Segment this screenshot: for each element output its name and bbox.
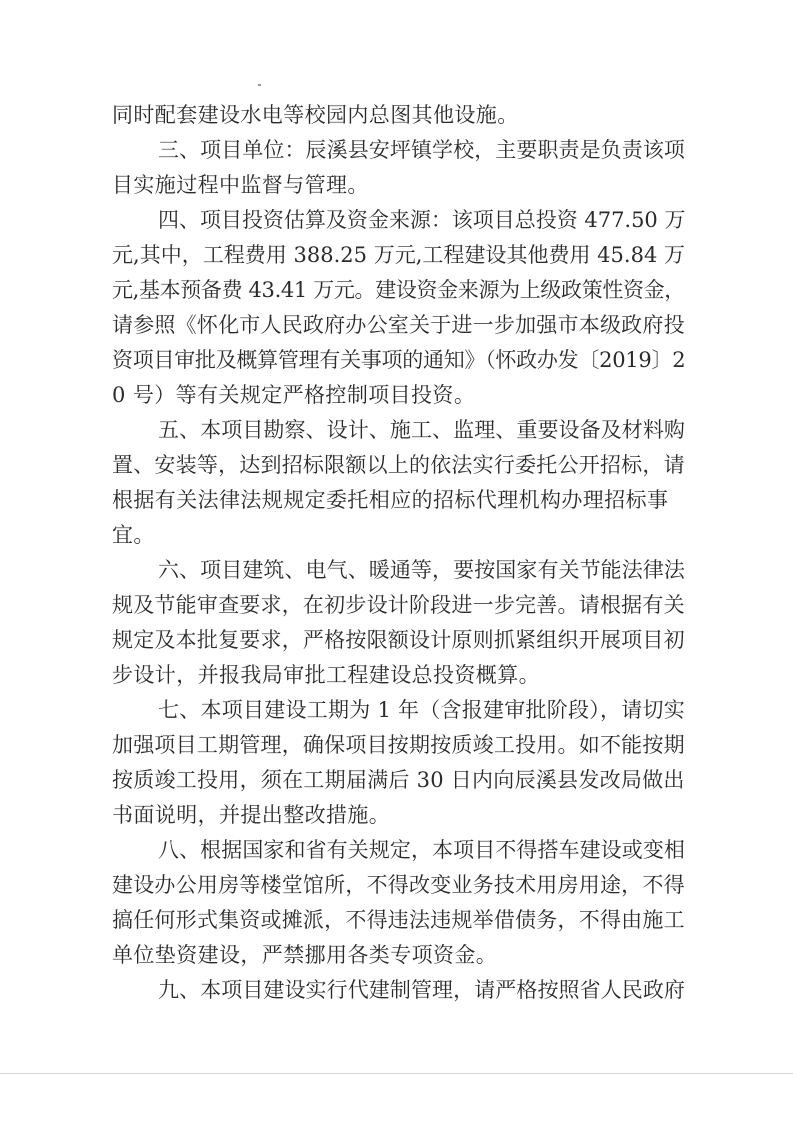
paragraph-line: 书面说明，并提出整改措施。 — [112, 803, 391, 827]
paragraph-line: 根据有关法律法规规定委托相应的招标代理机构办理招标事 — [112, 488, 669, 512]
page-bottom-rule — [0, 1073, 793, 1074]
paragraph-line: 四、项目投资估算及资金来源：该项目总投资 477.50 万 — [158, 208, 686, 232]
paragraph-line: 置、安装等，达到招标限额以上的依法实行委托公开招标，请 — [112, 453, 685, 477]
paragraph-line: 五、本项目勘察、设计、施工、监理、重要设备及材料购 — [158, 418, 685, 442]
paragraph-line: 八、根据国家和省有关规定，本项目不得搭车建设或变相 — [158, 838, 685, 862]
paragraph-line: 0 号）等有关规定严格控制项目投资。 — [112, 383, 476, 407]
paragraph-line: 元,其中，工程费用 388.25 万元,工程建设其他费用 45.84 万 — [112, 243, 686, 267]
paragraph-line: 步设计，并报我局审批工程建设总投资概算。 — [112, 663, 540, 687]
paragraph-line: 资项目审批及概算管理有关事项的通知》（怀政办发〔2019〕2 — [112, 348, 686, 372]
paragraph-line: 建设办公用房等楼堂馆所，不得改变业务技术用房用途，不得 — [112, 873, 685, 897]
paragraph-line: 加强项目工期管理，确保项目按期按质竣工投用。如不能按期 — [112, 733, 685, 757]
paragraph-line: 七、本项目建设工期为 1 年（含报建审批阶段），请切实 — [158, 698, 686, 722]
paragraph-line: 三、项目单位：辰溪县安坪镇学校，主要职责是负责该项 — [158, 138, 685, 162]
paragraph-line: 同时配套建设水电等校园内总图其他设施。 — [112, 103, 519, 127]
paragraph-line: 元,基本预备费 43.41 万元。建设资金来源为上级政策性资金， — [112, 278, 685, 302]
paragraph-line: 规定及本批复要求，严格按限额设计原则抓紧组织开展项目初 — [112, 628, 685, 652]
paragraph-line: 九、本项目建设实行代建制管理，请严格按照省人民政府 — [158, 978, 685, 1002]
scan-speck — [258, 84, 261, 86]
paragraph-line: 六、项目建筑、电气、暖通等，要按国家有关节能法律法 — [158, 558, 685, 582]
paragraph-line: 规及节能审查要求，在初步设计阶段进一步完善。请根据有关 — [112, 593, 685, 617]
paragraph-line: 请参照《怀化市人民政府办公室关于进一步加强市本级政府投 — [112, 313, 685, 337]
paragraph-line: 搞任何形式集资或摊派，不得违法违规举借债务，不得由施工 — [112, 908, 685, 932]
paragraph-line: 宜。 — [112, 523, 155, 547]
paragraph-line: 按质竣工投用，须在工期届满后 30 日内向辰溪县发改局做出 — [112, 768, 685, 792]
paragraph-line: 目实施过程中监督与管理。 — [112, 173, 369, 197]
paragraph-line: 单位垫资建设，严禁挪用各类专项资金。 — [112, 943, 498, 967]
